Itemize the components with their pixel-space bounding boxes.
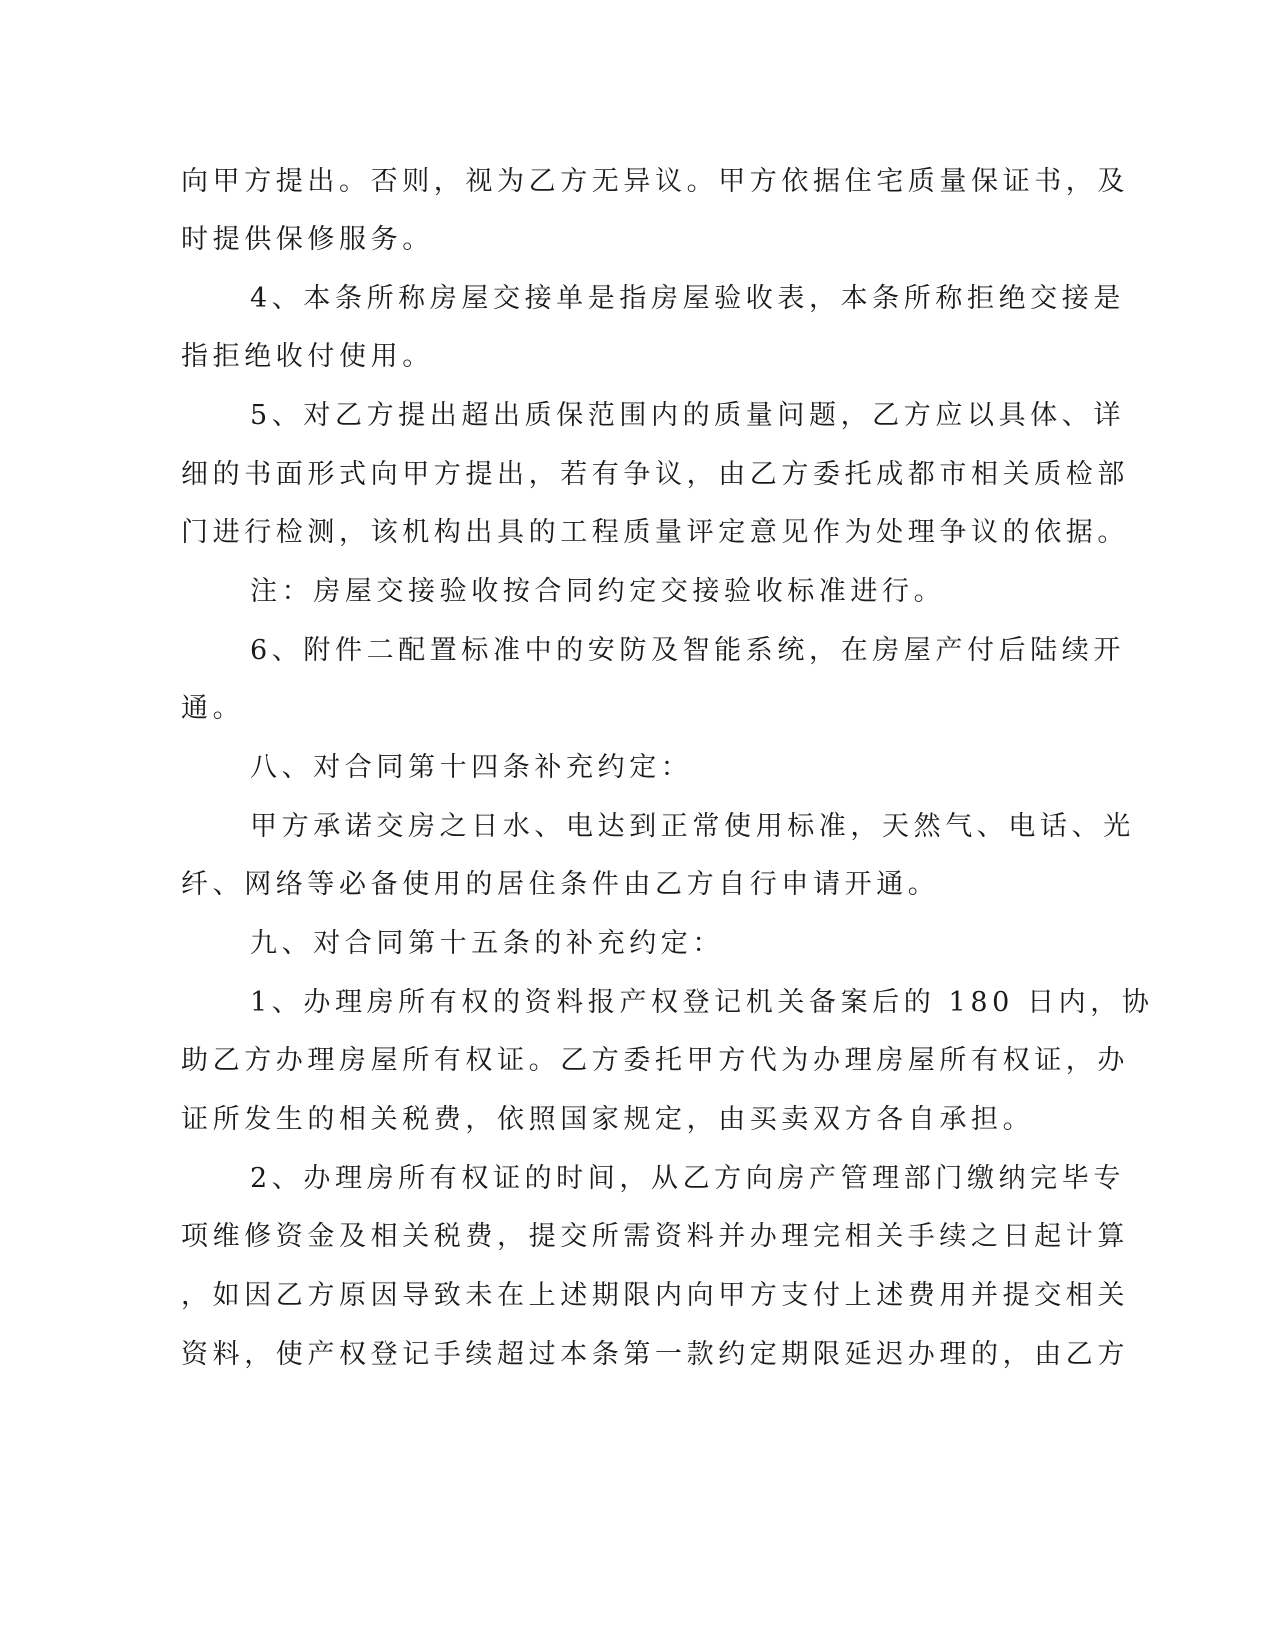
text-line: 项维修资金及相关税费，提交所需资料并办理完相关手续之日起计算 <box>181 1221 1129 1252</box>
text-line: 门进行检测，该机构出具的工程质量评定意见作为处理争议的依据。 <box>181 517 1129 548</box>
text-line: 细的书面形式向甲方提出，若有争议，由乙方委托成都市相关质检部 <box>181 459 1129 490</box>
text-line: 八、对合同第十四条补充约定： <box>250 752 693 783</box>
text-line: 1、办理房所有权的资料报产权登记机关备案后的 180 日内，协 <box>250 987 1154 1018</box>
text-line: ，如因乙方原因导致未在上述期限内向甲方支付上述费用并提交相关 <box>181 1280 1129 1311</box>
text-line: 注：房屋交接验收按合同约定交接验收标准进行。 <box>250 576 946 607</box>
text-line: 时提供保修服务。 <box>181 224 434 255</box>
text-line: 向甲方提出。否则，视为乙方无异议。甲方依据住宅质量保证书，及 <box>181 166 1129 197</box>
text-line: 通。 <box>181 693 245 724</box>
text-line: 指拒绝收付使用。 <box>181 341 434 372</box>
text-line: 5、对乙方提出超出质保范围内的质量问题，乙方应以具体、详 <box>250 400 1125 431</box>
text-line: 资料，使产权登记手续超过本条第一款约定期限延迟办理的，由乙方 <box>181 1339 1129 1370</box>
text-line: 纤、网络等必备使用的居住条件由乙方自行申请开通。 <box>181 869 940 900</box>
text-line: 助乙方办理房屋所有权证。乙方委托甲方代为办理房屋所有权证，办 <box>181 1045 1129 1076</box>
text-line: 甲方承诺交房之日水、电达到正常使用标准，天然气、电话、光 <box>250 811 1135 842</box>
text-line: 6、附件二配置标准中的安防及智能系统，在房屋产付后陆续开 <box>250 635 1125 666</box>
text-line: 证所发生的相关税费，依照国家规定，由买卖双方各自承担。 <box>181 1104 1035 1135</box>
text-line: 九、对合同第十五条的补充约定： <box>250 928 724 959</box>
text-line: 4、本条所称房屋交接单是指房屋验收表，本条所称拒绝交接是 <box>250 283 1125 314</box>
text-line: 2、办理房所有权证的时间，从乙方向房产管理部门缴纳完毕专 <box>250 1163 1125 1194</box>
